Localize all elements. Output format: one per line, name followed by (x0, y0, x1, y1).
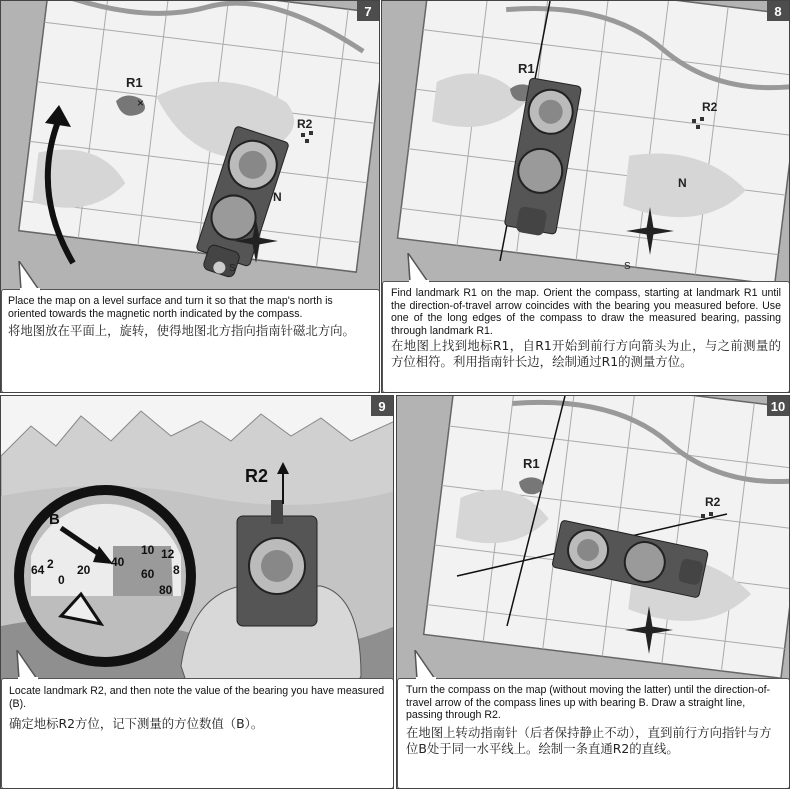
panel-9 (0, 395, 394, 789)
label-south: S (624, 261, 631, 272)
speech-tail (407, 650, 437, 680)
svg-text:0: 0 (58, 573, 65, 587)
speech-tail (9, 650, 39, 680)
svg-text:12: 12 (161, 547, 175, 561)
svg-text:20: 20 (77, 563, 91, 577)
svg-text:2: 2 (47, 557, 54, 571)
caption-zh: 在地图上找到地标R1，自R1开始到前行方向箭头为止，与之前测量的方位相符。利用指南针长边，绘制通过R1的测量方位。 (391, 338, 781, 370)
svg-text:60: 60 (141, 567, 155, 581)
speech-tail (11, 261, 41, 291)
caption-box (397, 678, 790, 789)
svg-text:8: 8 (173, 563, 180, 577)
svg-text:40: 40 (111, 555, 125, 569)
label-r1: R1 (518, 61, 535, 76)
label-south: S (229, 263, 236, 274)
speech-tail (400, 253, 430, 283)
label-r2: R2 (245, 466, 269, 486)
label-r2: R2 (702, 100, 718, 114)
svg-text:×: × (137, 96, 145, 110)
label-r1: R1 (523, 456, 540, 471)
panel-number: 10 (767, 396, 789, 416)
panel-number: 9 (371, 396, 393, 416)
panel-10 (396, 395, 790, 789)
caption-box (1, 678, 394, 789)
label-r2: R2 (297, 117, 313, 131)
caption-zh: 在地图上转动指南针（后者保持静止不动），直到前行方向指针与方位B处于同一水平线上。绘制一条直通R2的直线。 (406, 724, 772, 756)
compass-icon (237, 500, 317, 626)
label-north: N (678, 176, 687, 190)
caption-box (1, 289, 380, 393)
label-r1: R1 (126, 75, 143, 90)
panel-number: 8 (767, 1, 789, 21)
caption-en: Locate landmark R2, and then note the value of the bearing you have measured (B). (9, 685, 385, 710)
caption-en: Place the map on a level surface and turn it so that the map's north is oriented towards the magnetic north indicated by the compass. (8, 295, 333, 320)
svg-text:64: 64 (31, 563, 45, 577)
label-bearing: B (49, 511, 60, 528)
caption-en: Turn the compass on the map (without moving the latter) until the direction-of-travel arrow of the compass lines up with bearing B. Draw a straight line, passing through R2. (406, 684, 771, 722)
panel-number: 7 (357, 1, 379, 21)
svg-text:10: 10 (141, 543, 155, 557)
caption-en: Find landmark R1 on the map. Orient the compass, starting at landmark R1 until the direction-of-travel arrow coincides with the bearing you measured before. Use one of the long edges of the compass to draw the measured bearing, passing through landmark R1. (391, 287, 781, 337)
caption-zh: 确定地标R2方位，记下测量的方位数值（B）。 (9, 716, 264, 732)
svg-text:80: 80 (159, 583, 173, 597)
label-r2: R2 (705, 495, 721, 509)
panel-8 (381, 0, 790, 393)
panel-7 (0, 0, 380, 393)
caption-box (382, 281, 790, 393)
label-north: N (273, 190, 282, 204)
caption-zh: 将地图放在平面上，旋转，使得地图北方指向指南针磁北方向。 (8, 323, 355, 339)
